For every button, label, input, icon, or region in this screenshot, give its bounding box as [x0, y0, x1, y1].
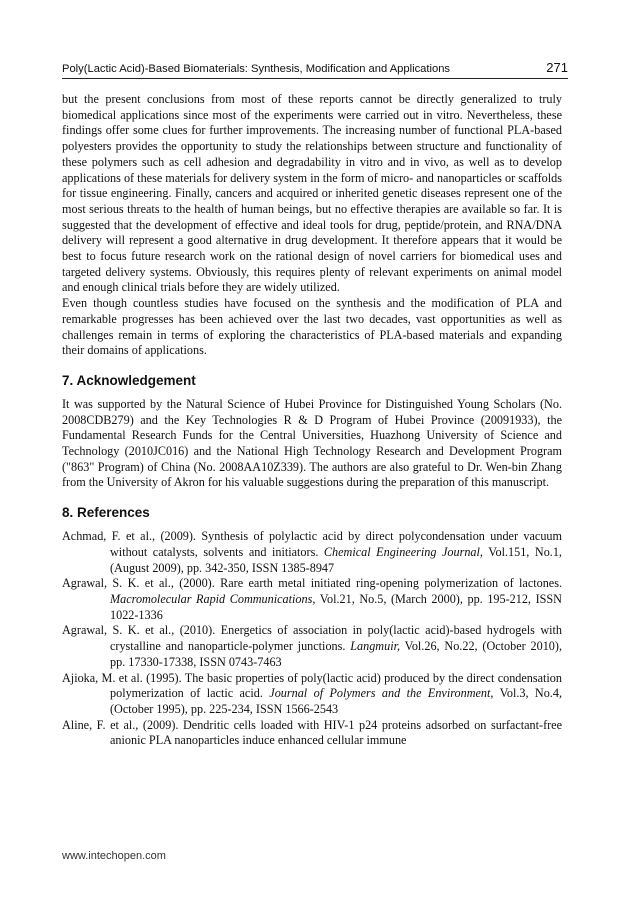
reference-text: Aline, F. et al., (2009). Dendritic cells loaded with HIV-1 p24 proteins adsorbed on surfactant-free anionic PLA nanoparticles induce enhanced cellular immune — [62, 717, 562, 748]
reference-item — [62, 576, 562, 623]
reference-journal: Chemical Engineering Journal, — [323, 544, 483, 559]
footer-url[interactable]: www.intechopen.com — [62, 850, 166, 862]
body-paragraph: but the present conclusions from most of these reports cannot be directly generalized to truly biomedical applications since most of the experiments were carried out in vitro. Nevertheless, these findings offer some clues for further improvements. The increasing number of functional PLA-based polyesters provides the opportunity to study the relationships between structure and functionality of these polymers such as cell adhesion and degradability in vitro and in vivo, as well as to develop applications of these materials for delivery system in the form of micro- and nanoparticles or scaffolds for tissue engineering. Finally, cancers and acquired or inherited genetic diseases represent one of the most serious threats to the health of human beings, but no effective therapies are available so far. It is suggested that the development of effective and ideal tools for drug, peptide/protein, and RNA/DNA delivery will represent a good alternative in drug development. It therefore appears that it would be best to focus future research work on the rational design of novel carriers for biomedical uses and targeted delivery systems. Obviously, this requires plenty of relevant experiments on animal model and enough clinical trials before they are widely utilized. — [62, 92, 562, 295]
running-header — [62, 60, 568, 79]
reference-details: Vol.3, No.4, (October 1995), pp. 225-234, ISSN 1566-2543 — [110, 686, 562, 716]
reference-item — [62, 623, 562, 670]
reference-item — [62, 529, 562, 576]
running-title: Poly(Lactic Acid)-Based Biomaterials: Synthesis, Modification and Applications — [62, 63, 451, 75]
reference-details: Vol.26, No.22, (October 2010), pp. 17330-17338, ISSN 0743-7463 — [110, 639, 562, 669]
reference-journal: Langmuir, — [350, 639, 401, 654]
main-content — [62, 92, 562, 749]
reference-item — [62, 718, 562, 749]
acknowledgement-text: It was supported by the Natural Science of Hubei Province for Distinguished Young Scholars (No. 2008CDB279) and the Key Technologies R & D Program of Hubei Province (20091933), the Fundamental Research Funds for the Central Universities, Huazhong University of Science and Technology (2010JC016) and the National High Technology Research and Development Program ("863" Program) of China (No. 2008AA10Z339). The authors are also grateful to Dr. Wen-bin Zhang from the University of Akron for his valuable suggestions during the preparation of this manuscript. — [62, 396, 562, 490]
reference-journal: Journal of Polymers and the Environment, — [269, 686, 494, 701]
reference-details: , Vol.21, No.5, (March 2000), pp. 195-212, ISSN 1022-1336 — [110, 591, 562, 622]
references-heading: 8. References — [62, 505, 150, 521]
reference-journal: Macromolecular Rapid Communications — [110, 591, 313, 606]
acknowledgement-heading: 7. Acknowledgement — [62, 372, 196, 388]
reference-item — [62, 671, 562, 718]
reference-text: Agrawal, S. K. et al., (2010). Energetics of association in poly(lactic acid)-based hydrogels with crystalline and nanoparticle-polymer junctions. — [62, 623, 562, 654]
reference-text: Achmad, F. et al., (2009). Synthesis of polylactic acid by direct polycondensation under vacuum without catalysts, solvents and initiators. — [62, 529, 562, 559]
reference-text: Ajioka, M. et al. (1995). The basic properties of poly(lactic acid) produced by the direct condensation polymerization of lactic acid. — [62, 670, 562, 701]
reference-details: Vol.151, No.1, (August 2009), pp. 342-350, ISSN 1385-8947 — [110, 544, 562, 575]
body-paragraph: Even though countless studies have focused on the synthesis and the modification of PLA and remarkable progresses has been achieved over the last two decades, vast opportunities as well as challenges remain in terms of exploring the characteristics of PLA-based materials and expanding their domains of applications. — [62, 296, 562, 358]
reference-text: Agrawal, S. K. et al., (2000). Rare earth metal initiated ring-opening polymerization of lactones. — [62, 576, 562, 591]
reference-list — [62, 529, 562, 749]
page-number: 271 — [546, 60, 568, 75]
